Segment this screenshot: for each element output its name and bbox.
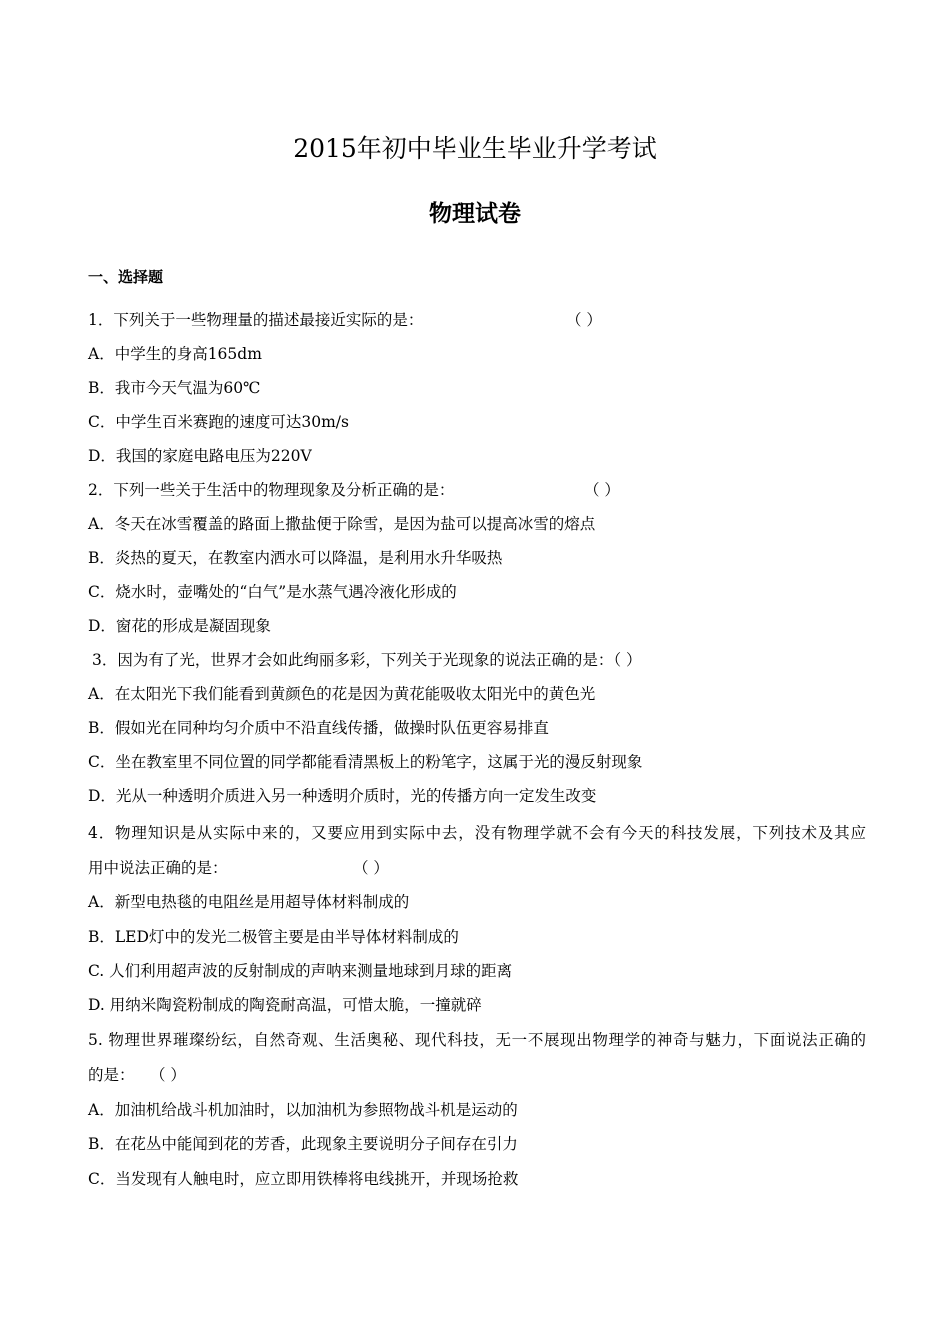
exam-title: 2015年初中毕业生毕业升学考试 [293, 134, 657, 163]
question-3-option-d: D．光从一种透明介质进入另一种透明介质时，光的传播方向一定发生改变 [88, 787, 597, 805]
question-4-stem-line-1: 4．物理知识是从实际中来的，又要应用到实际中去，没有物理学就不会有今天的科技发展，下列技术及其应 [88, 824, 866, 842]
question-4-option-a: A．新型电热毯的电阻丝是用超导体材料制成的 [88, 893, 410, 911]
exam-subtitle: 物理试卷 [429, 200, 521, 227]
question-2-stem: 2．下列一些关于生活中的物理现象及分析正确的是： [88, 481, 455, 499]
question-2-option-c: C．烧水时，壶嘴处的“白气”是水蒸气遇冷液化形成的 [88, 583, 457, 601]
question-2-option-b: B．炎热的夏天，在教室内洒水可以降温，是利用水升华吸热 [88, 549, 503, 567]
question-1-answer-paren: （ ） [566, 311, 602, 329]
question-4-option-d: D. 用纳米陶瓷粉制成的陶瓷耐高温，可惜太脆，一撞就碎 [88, 996, 482, 1014]
question-4-option-b: B．LED灯中的发光二极管主要是由半导体材料制成的 [88, 928, 459, 946]
question-1-option-b: B．我市今天气温为60℃ [88, 379, 261, 397]
question-4-stem-line-2: 用中说法正确的是： [88, 859, 228, 877]
question-4-answer-paren: （ ） [353, 859, 389, 877]
question-1-option-a: A．中学生的身高165dm [88, 345, 262, 363]
question-3-option-a: A．在太阳光下我们能看到黄颜色的花是因为黄花能吸收太阳光中的黄色光 [88, 685, 596, 703]
section-heading: 一、选择题 [88, 268, 164, 286]
question-5-option-b: B．在花丛中能闻到花的芳香，此现象主要说明分子间存在引力 [88, 1135, 518, 1153]
question-4-option-c: C. 人们利用超声波的反射制成的声呐来测量地球到月球的距离 [88, 962, 513, 980]
question-3-option-c: C．坐在教室里不同位置的同学都能看清黑板上的粉笔字，这属于光的漫反射现象 [88, 753, 643, 771]
question-3-stem: 3．因为有了光，世界才会如此绚丽多彩，下列关于光现象的说法正确的是：（ ） [92, 651, 642, 669]
question-3-option-b: B．假如光在同种均匀介质中不沿直线传播，做操时队伍更容易排直 [88, 719, 549, 737]
question-5-answer-paren: （ ） [150, 1066, 186, 1084]
question-2-answer-paren: （ ） [584, 481, 620, 499]
question-1-option-c: C．中学生百米赛跑的速度可达30m/s [88, 413, 349, 431]
question-2-option-d: D．窗花的形成是凝固现象 [88, 617, 271, 635]
question-2-option-a: A．冬天在冰雪覆盖的路面上撒盐便于除雪，是因为盐可以提高冰雪的熔点 [88, 515, 596, 533]
question-1-stem: 1．下列关于一些物理量的描述最接近实际的是： [88, 311, 424, 329]
question-5-option-c: C．当发现有人触电时，应立即用铁棒将电线挑开，并现场抢救 [88, 1170, 519, 1188]
question-1-option-d: D．我国的家庭电路电压为220V [88, 447, 312, 465]
question-5-option-a: A．加油机给战斗机加油时，以加油机为参照物战斗机是运动的 [88, 1101, 518, 1119]
question-5-stem-line-1: 5. 物理世界璀璨纷纭，自然奇观、生活奥秘、现代科技，无一不展现出物理学的神奇与魅力，下面说法正确的 [88, 1031, 866, 1049]
question-5-stem-line-2: 的是： [88, 1066, 135, 1084]
